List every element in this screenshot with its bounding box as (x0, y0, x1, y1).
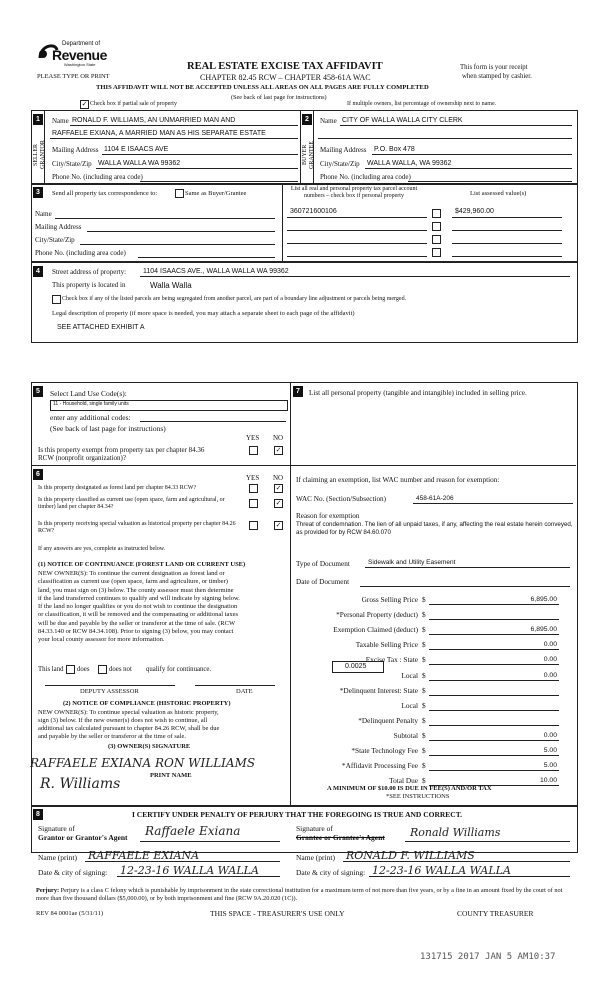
tax-row-value[interactable]: 0.00 (543, 672, 557, 679)
seller-addr[interactable]: 1104 E ISAACS AVE (104, 146, 169, 153)
notice-continuance-title: (1) NOTICE OF CONTINUANCE (FOREST LAND OR CURRENT USE) (38, 561, 246, 568)
section-1-number: 1 (33, 114, 43, 125)
tax-row-value[interactable]: 6,895.00 (530, 596, 557, 603)
n1-line: if the land transferred continues to qualify and will indicate by signing below. (38, 594, 240, 602)
sec6-no-header: NO (273, 474, 284, 482)
see-instructions: *SEE INSTRUCTIONS (386, 793, 450, 800)
tax-row-label: *Delinquent Interest: State (339, 686, 418, 695)
buyer-addr-label: Mailing Address (320, 146, 367, 154)
tax-row-label: Total Due (389, 776, 418, 785)
grantee-print-label: Name (print) (296, 853, 335, 862)
tax-row-label: Subtotal (393, 731, 418, 740)
grantor-date-label: Date & city of signing: (38, 868, 108, 877)
section-4-number: 4 (33, 266, 43, 277)
tax-row-value[interactable]: 5.00 (543, 762, 557, 769)
owner-signature-label: (3) OWNER(S) SIGNATURE (108, 743, 191, 750)
grantee-date-label: Date & city of signing: (296, 868, 366, 877)
doc-type-label: Type of Document (296, 560, 350, 568)
receipt-1: This form is your receipt (460, 64, 528, 71)
tax-row-dollar: $ (422, 655, 426, 664)
tax-row-dollar: $ (422, 761, 426, 770)
seller-grantor-label: SELLER GRANTOR (33, 140, 47, 170)
tax-row-value[interactable]: 0.00 (543, 732, 557, 739)
seller-addr-label: Mailing Address (52, 146, 99, 154)
buyer-city-label: City/State/Zip (320, 160, 360, 168)
wac-number[interactable]: 458-61A-206 (416, 495, 454, 502)
exempt-yes-checkbox[interactable] (249, 446, 258, 455)
segregated-checkbox[interactable] (52, 295, 61, 304)
sec6-yes-header: YES (246, 474, 260, 482)
parcel-personal-checkbox-4[interactable] (432, 248, 441, 257)
seller-city[interactable]: WALLA WALLA WA 99362 (98, 160, 181, 167)
grantor-sig-label: Signature of (38, 824, 75, 833)
n1-line: your local county assessor for more information. (38, 636, 165, 644)
certify-statement: I CERTIFY UNDER PENALTY OF PERJURY THAT THE FOREGOING IS TRUE AND CORRECT. (132, 810, 463, 819)
tax-row-dollar: $ (422, 776, 426, 785)
n1-line: will be due and payable by the seller or transferor at the time of sale. (RCW (38, 619, 236, 627)
tax-row-dollar: $ (422, 746, 426, 755)
tax-row-label: *Personal Property (deduct) (336, 610, 418, 619)
wac-label: WAC No. (Section/Subsection) (296, 495, 387, 503)
rev-number: REV 84 0001ae (5/31/11) (36, 910, 103, 917)
buyer-name[interactable]: CITY OF WALLA WALLA CITY CLERK (342, 117, 463, 124)
grantee-sig-label: Signature of (296, 824, 333, 833)
forest-no-checkbox[interactable]: ✓ (275, 484, 282, 492)
tax-row-value[interactable]: 0.00 (543, 656, 557, 663)
grantee-signature[interactable]: Ronald Williams (410, 826, 501, 839)
tax-row-label: Gross Selling Price (361, 595, 418, 604)
tax-row-line (429, 695, 559, 696)
tax-row-dollar: $ (422, 595, 426, 604)
tax-row-label: Local (401, 671, 418, 680)
deputy-assessor-label: DEPUTY ASSESSOR (80, 688, 139, 695)
tax-row-dollar: $ (422, 686, 426, 695)
state-label: Washington State (64, 62, 96, 67)
tax-row-line (429, 725, 559, 726)
buyer-city[interactable]: WALLA WALLA, WA 99362 (367, 160, 452, 167)
partial-sale-label: Check box if partial sale of property (90, 101, 177, 107)
perjury-bold: Perjury: (36, 887, 60, 894)
tax-row-dollar: $ (422, 671, 426, 680)
tax-row-line (429, 710, 559, 711)
doc-date-label: Date of Document (296, 578, 350, 586)
seller-name-2[interactable]: RAFFAELE EXIANA, A MARRIED MAN AS HIS SEPARATE ESTATE (52, 130, 266, 137)
grantor-print-label: Name (print) (38, 853, 77, 862)
parcel-personal-checkbox-3[interactable] (432, 235, 441, 244)
grantee-print-name[interactable]: RONALD F. WILLIAMS (346, 849, 475, 862)
parcel-list-header: List all real and personal property tax parcel account numbers – check box if personal property (290, 186, 418, 200)
n1-line: NEW OWNER(S): To continue the current designation as forest land or (38, 570, 225, 577)
current-use-no-checkbox[interactable]: ✓ (275, 499, 282, 507)
seller-city-label: City/State/Zip (52, 160, 92, 168)
exemption-question: If claiming an exemption, list WAC number and reason for exemption: (296, 476, 500, 484)
correspondence-city-label: City/State/Zip (35, 236, 75, 244)
grantor-print-name[interactable]: RAFFAELE EXIANA (88, 849, 200, 862)
owner-print-handwriting: R. Williams (40, 776, 121, 792)
tax-row-label: Local (401, 701, 418, 710)
send-correspondence-label: Send all property tax correspondence to: (52, 190, 158, 197)
n2-line: sign (3) below. If the new owner(s) does not wish to continue, all (38, 717, 208, 724)
treasurer-use-only: THIS SPACE - TREASURER'S USE ONLY (210, 909, 345, 918)
deputy-date-label: DATE (236, 688, 253, 695)
forest-question: Is this property designated as forest land per chapter 84.33 RCW? (38, 485, 197, 491)
tax-row-dollar: $ (422, 731, 426, 740)
n1-line: land, you must sign on (3) below. The county assessor must then determine (38, 586, 234, 594)
correspondence-phone-label: Phone No. (including area code) (35, 249, 126, 257)
seller-name-label: Name (52, 117, 69, 125)
parcel-personal-checkbox-2[interactable] (432, 222, 441, 231)
cashier-stamp: 131715 2017 JAN 5 AM10:37 (420, 952, 556, 962)
same-as-buyer-label: Same as Buyer/Grantee (185, 190, 247, 197)
grantor-date-city[interactable]: 12-23-16 WALLA WALLA (120, 864, 259, 877)
located-value[interactable]: Walla Walla (150, 281, 192, 290)
if-yes-note: If any answers are yes, complete as instructed below. (38, 546, 166, 552)
sec5-no-header: NO (273, 434, 284, 442)
tax-row-dollar: $ (422, 716, 426, 725)
sec5-yes-header: YES (246, 434, 260, 442)
qualify-label: qualify for continuance. (146, 666, 212, 673)
perjury-note (36, 887, 576, 903)
legal-label: Legal description of property (if more space is needed, you may attach a separate sheet to each page of the affidavit) (52, 310, 355, 317)
n2-line: and payable by the seller or transferor at the time of sale. (38, 733, 186, 740)
current-use-question: Is this property classified as current use (open space, farm and agricultural, or timber) land per chapter 84.34? (38, 497, 225, 511)
grantee-date-city[interactable]: 12-23-16 WALLA WALLA (372, 864, 511, 877)
form-title: REAL ESTATE EXCISE TAX AFFIDAVIT (187, 61, 383, 72)
tax-row-dollar: $ (422, 625, 426, 634)
correspondence-addr-label: Mailing Address (35, 223, 82, 231)
reason-label: Reason for exemption (296, 512, 360, 520)
grantee-agent-label: Grantee or Grantee's Agent (296, 833, 385, 842)
perjury-text: Perjury is a class C felony which is punishable by imprisonment in the state correctional institution for a maximum term of not more than five years, or by a fine in an amount fixed by the court of not more than five thousand dollars ($5,000.00), or by both imprisonment and fine (RCW 9A.20.020 (1C)). (36, 887, 563, 902)
land-use-label: Select Land Use Code(s): (50, 389, 127, 398)
owner-signature-handwriting: RAFFAELE EXIANA RON WILLIAMS (30, 756, 256, 770)
tax-row-value[interactable]: 0.00 (543, 641, 557, 648)
notice-continuance-body (38, 570, 240, 645)
tax-row-label: *Delinquent Penalty (358, 716, 418, 725)
local-rate: 0.0025 (345, 663, 367, 670)
partial-sale-checkbox[interactable]: ✓ (81, 100, 88, 108)
seller-phone-label: Phone No. (including area code) (52, 173, 143, 181)
buyer-name-label: Name (320, 117, 337, 125)
tax-row-value[interactable]: 5.00 (543, 747, 557, 754)
n2-line: additional tax calculated pursuant to chapter 84.26 RCW, shall be due (38, 725, 220, 732)
historical-no-checkbox[interactable]: ✓ (275, 521, 282, 529)
warning: THIS AFFIDAVIT WILL NOT BE ACCEPTED UNLESS ALL AREAS ON ALL PAGES ARE FULLY COMPLETED (96, 84, 429, 91)
tax-row-value[interactable]: 6,895.00 (530, 626, 557, 633)
does-label: does (77, 666, 90, 673)
section-3-number: 3 (33, 187, 43, 198)
located-label: This property is located in (52, 281, 126, 289)
n1-line: or classification, it will be removed and the compensating or additional taxes (38, 611, 238, 619)
notice-compliance-title: (2) NOTICE OF COMPLIANCE (HISTORIC PROPERTY) (63, 700, 231, 707)
additional-codes-label: enter any additional codes: (50, 413, 131, 422)
tax-row-label: *Affidavit Processing Fee (341, 761, 418, 770)
tax-row-line (429, 619, 559, 620)
tax-row-label: *State Technology Fee (351, 746, 418, 755)
notice-compliance-body (38, 709, 219, 741)
this-land-label: This land (38, 666, 64, 673)
assessed-value-header: List assessed value(s) (470, 190, 527, 197)
chapter: CHAPTER 82.45 RCW – CHAPTER 458-61A WAC (200, 73, 371, 82)
minimum-due: A MINIMUM OF $10.00 IS DUE IN FEE(S) AND/OR TAX (327, 785, 492, 792)
personal-property-label: List all personal property (tangible and intangible) included in selling price. (309, 389, 527, 397)
reason-text[interactable]: Threat of condemnation. The lien of all unpaid taxes, if any, affecting the real estate herein conveyed, as provided for by RCW 84.60.070 (296, 521, 573, 536)
grantor-agent-label: Grantor or Grantor's Agent (38, 833, 128, 842)
tax-row-label: Taxable Selling Price (355, 640, 418, 649)
land-use-code-select[interactable] (50, 400, 288, 411)
n1-line: If the land no longer qualifies or you do not wish to continue the designation (38, 603, 238, 611)
county-treasurer: COUNTY TREASURER (457, 909, 534, 918)
same-as-buyer-checkbox[interactable] (175, 189, 184, 198)
street-label: Street address of property: (52, 268, 127, 276)
exempt-question: Is this property exempt from property tax per chapter 84.36 RCW (nonprofit organization)? (38, 446, 205, 463)
parcel-number[interactable]: 360721600106 (290, 208, 337, 215)
section-8-number: 8 (33, 809, 43, 820)
buyer-phone-label: Phone No. (including area code) (320, 173, 411, 181)
buyer-addr[interactable]: P.O. Box 478 (374, 146, 415, 153)
correspondence-name-label: Name (35, 210, 52, 218)
historical-question: Is this property receiving special valuation as historical property per chapter 84.26 RCW? (38, 521, 236, 535)
street-address[interactable]: 1104 ISAACS AVE., WALLA WALLA WA 99362 (143, 268, 289, 275)
seller-name-1[interactable]: RONALD F. WILLIAMS, AN UNMARRIED MAN AND (72, 117, 236, 124)
print-name-label: PRINT NAME (150, 772, 192, 779)
section-7-number: 7 (293, 386, 303, 397)
please-type: PLEASE TYPE OR PRINT (37, 73, 110, 80)
land-use-code: 11 - Household, single family units (53, 401, 129, 407)
legal-description[interactable]: SEE ATTACHED EXHIBIT A (57, 324, 145, 331)
assessed-value[interactable]: $429,960.00 (455, 208, 494, 215)
dept-label: Department of (62, 41, 101, 47)
receipt-2: when stamped by cashier. (462, 73, 532, 80)
tax-row-dollar: $ (422, 610, 426, 619)
tax-row-label: Exemption Claimed (deduct) (333, 625, 418, 634)
parcel-personal-checkbox-1[interactable] (432, 209, 441, 218)
section-2-number: 2 (302, 114, 312, 125)
see-back-label: (See back of last page for instructions) (50, 424, 166, 433)
n1-line: classification as current use (open space, farm and agriculture, or timber) (38, 578, 228, 586)
n1-line: 84.33.140 or RCW 84.34.108). Prior to signing (3) below, you may contact (38, 628, 234, 636)
buyer-grantee-label: BUYER GRANTEE (302, 141, 316, 169)
segregated-label: Check box if any of the listed parcels are being segregated from another parcel, are part of a boundary line adjustment or parcels being merged. (62, 296, 407, 302)
section-6-number: 6 (33, 469, 43, 480)
historical-yes-checkbox[interactable] (249, 521, 258, 530)
forest-yes-checkbox[interactable] (249, 484, 258, 493)
does-not-label: does not (109, 666, 132, 673)
grantor-signature[interactable]: Raffaele Exiana (145, 824, 241, 838)
current-use-yes-checkbox[interactable] (249, 499, 258, 508)
tax-row-value[interactable]: 10.00 (539, 777, 557, 784)
does-not-checkbox[interactable] (98, 665, 107, 674)
does-checkbox[interactable] (66, 665, 75, 674)
tax-row-label: Excise Tax : State (365, 655, 418, 664)
tax-row-dollar: $ (422, 640, 426, 649)
multiple-owners: If multiple owners, list percentage of ownership next to name. (347, 101, 497, 107)
instructions: (See back of last page for instructions) (231, 94, 327, 101)
n2-line: NEW OWNER(S): To continue special valuation as historic property, (38, 709, 219, 716)
section-5-number: 5 (33, 386, 43, 397)
doc-type[interactable]: Sidewalk and Utility Easement (368, 559, 456, 566)
tax-row-dollar: $ (422, 701, 426, 710)
local-rate-box (332, 661, 384, 673)
revenue-logo: Revenue (52, 47, 107, 63)
exempt-no-checkbox[interactable]: ✓ (275, 446, 282, 454)
